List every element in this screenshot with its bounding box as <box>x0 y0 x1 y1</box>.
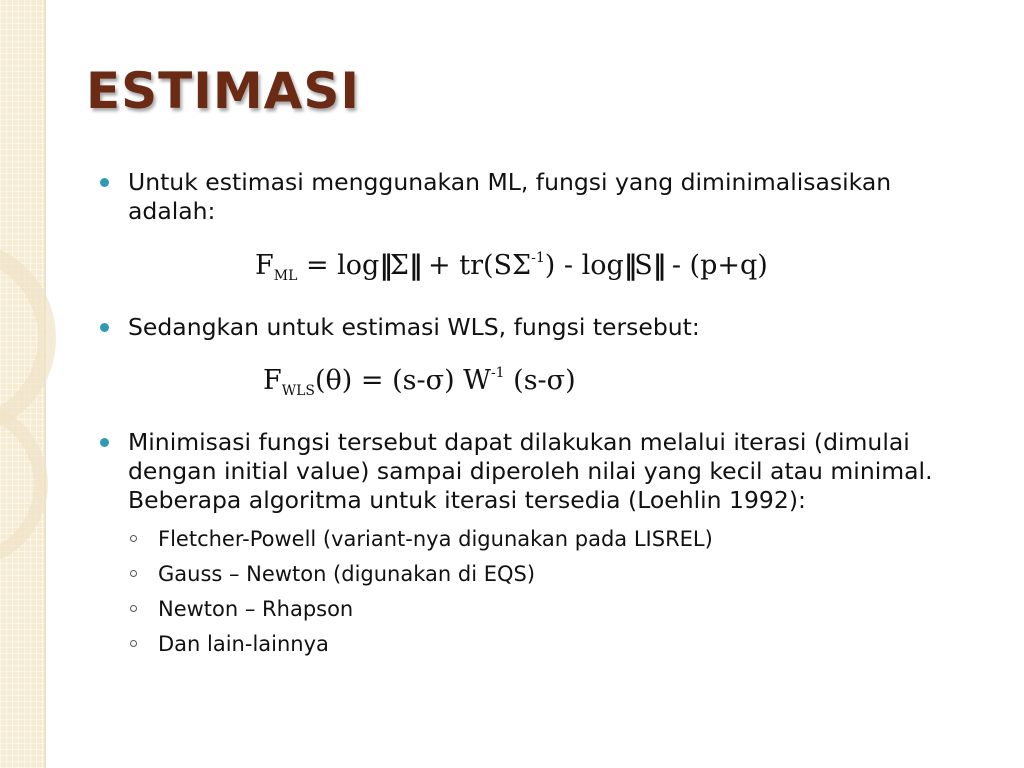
bullet-minimisasi <box>100 428 980 515</box>
bullet-wls-text: Sedangkan untuk estimasi WLS, fungsi tersebut: <box>128 313 700 341</box>
formula-wls-lhs: (θ) = (s-σ) W <box>315 365 491 396</box>
list-item <box>128 630 713 665</box>
circle-bullet-icon <box>130 570 137 577</box>
circle-bullet-icon <box>130 535 137 542</box>
list-item-text: Dan lain-lainnya <box>158 632 329 656</box>
formula-wls-rhs: (s-σ) <box>504 365 576 396</box>
formula-ml-eq: = log <box>297 250 380 281</box>
circle-bullet-icon <box>130 605 137 612</box>
list-item <box>128 560 713 595</box>
formula-ml-minus-log: ) - log <box>544 250 624 281</box>
formula-wls <box>263 365 576 399</box>
decorative-arc-lower <box>0 400 48 568</box>
list-item <box>128 595 713 630</box>
bullet-ml <box>100 168 980 226</box>
formula-ml <box>255 250 768 284</box>
list-item-text: Newton – Rhapson <box>158 597 354 621</box>
formula-wls-exponent: -1 <box>490 365 505 381</box>
bullet-dot-icon <box>100 323 109 332</box>
formula-ml-norm-left-2: ‖ <box>623 250 635 281</box>
formula-ml-f: F <box>255 250 274 281</box>
formula-wls-sub: WLS <box>281 383 316 399</box>
formula-ml-sub: ML <box>273 268 298 284</box>
list-item <box>128 525 713 560</box>
formula-ml-norm-left: ‖ <box>379 250 390 281</box>
algorithm-list <box>128 525 713 665</box>
list-item-text: Fletcher-Powell (variant-nya digunakan pada LISREL) <box>158 527 713 551</box>
circle-bullet-icon <box>130 640 137 647</box>
bullet-dot-icon <box>100 438 109 447</box>
list-item-text: Gauss – Newton (digunakan di EQS) <box>158 562 536 586</box>
formula-ml-s: S <box>634 250 653 281</box>
decorative-arc-upper <box>0 240 56 436</box>
bullet-ml-text: Untuk estimasi menggunakan ML, fungsi yang diminimalisasikan adalah: <box>128 168 892 225</box>
formula-ml-minus-pq: - (p+q) <box>663 250 768 281</box>
formula-ml-norm-right-2: ‖ <box>652 250 664 281</box>
bullet-wls <box>100 313 980 342</box>
slide-title: ESTIMASI <box>86 62 360 120</box>
formula-wls-f: F <box>263 365 282 396</box>
formula-ml-exponent: -1 <box>531 250 545 266</box>
formula-ml-trace: + tr(SΣ <box>419 250 532 281</box>
formula-ml-sigma: Σ <box>389 250 409 281</box>
bullet-dot-icon <box>100 178 109 187</box>
formula-ml-norm-right: ‖ <box>408 250 420 281</box>
bullet-minimisasi-text: Minimisasi fungsi tersebut dapat dilakukan melalui iterasi (dimulai dengan initial value) sampai diperoleh nilai yang kecil atau minimal. Beberapa algoritma untuk iterasi tersedia (Loehlin 1992): <box>128 428 933 514</box>
